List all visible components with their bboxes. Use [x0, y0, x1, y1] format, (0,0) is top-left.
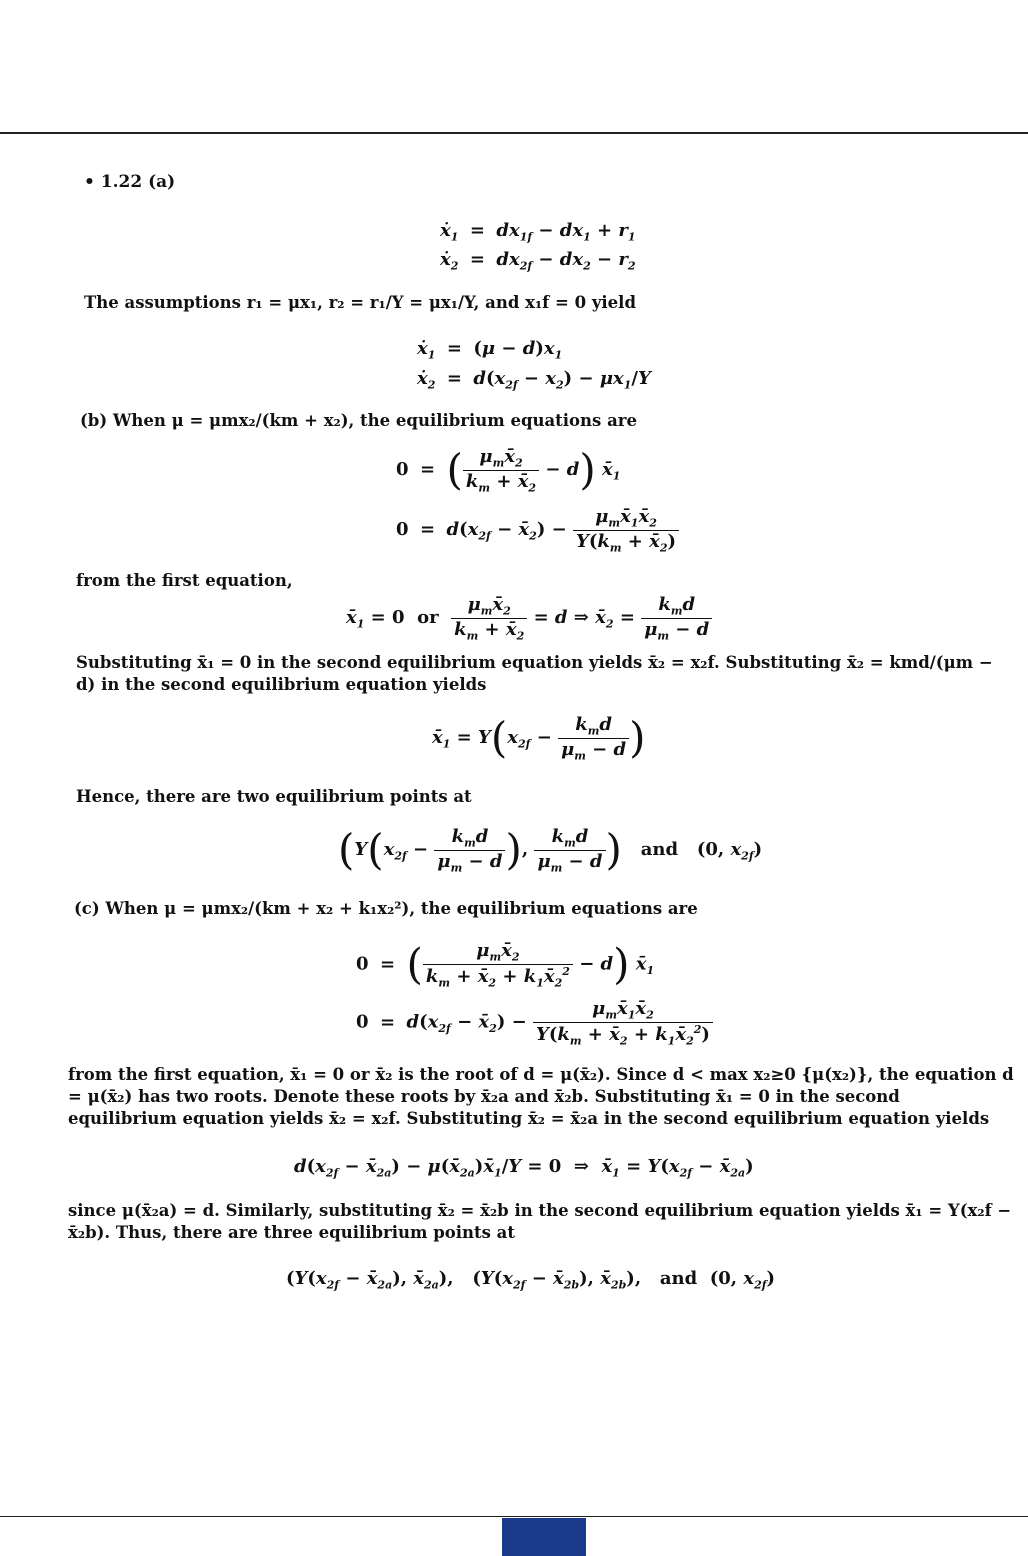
- part-b-hence: Hence, there are two equilibrium points at: [76, 787, 472, 806]
- equation-a1-line2: ẋ$_2$ = $dx_{2f} - dx_2 - r_2$: [440, 249, 636, 273]
- equation-c-eq2: $0 = d(x_{2f}$ − $x̄_2$) − $\frac{\mu_mx̄_1x̄_2}{Y(k_m + x̄_2 + k_1x̄_2^2)}$: [356, 998, 713, 1047]
- equation-b-points: ($Y(x_{2f}$ − $\frac{k_md}{\mu_m - d}$ ), $\frac{k_md}{\mu_m - d}$ ) and (0, $x_{2f}$): [338, 825, 763, 875]
- part-b-substituting: Substituting x̄₁ = 0 in the second equilibrium equation yields x̄₂ = x₂f. Substituting x̄₂ = kmd/(μm − d) in the second equilibrium equation yields: [76, 653, 993, 694]
- bottom-rule: [0, 1516, 1028, 1517]
- equation-c-eq1: 0 = ( $\frac{\mu_mx̄_2}{k_m + x̄_2 + k_1x̄_2^2}$ − d) $x̄_1$: [356, 939, 655, 990]
- equation-a2-line1: ẋ$_1$ = $(\mu - d)x_1$: [417, 338, 563, 362]
- equation-c-points: ($Y(x_{2f}$ − $x̄_{2a}$), $x̄_{2a}$), ($Y(x_{2f}$ − $x̄_{2b}$), $x̄_{2b}$), and (0, $x_{2f}$): [286, 1268, 775, 1292]
- part-c-from-first: from the first equation, x̄₁ = 0 or x̄₂ is the root of d = μ(x̄₂). Since d < max x₂≥0 {μ(x₂)}, the equation d = μ(x̄₂) has two roots. Denote these roots by x̄₂a and x̄₂b. Substituting x̄₁ = 0 in the second equilibrium equation yields x̄₂ = x₂f. Substituting x̄₂ = x̄₂a in the second equilibrium equation yields: [68, 1065, 1014, 1128]
- equation-b-eq1: 0 = ( $\frac{\mu_mx̄_2}{k_m + x̄_2}$ − d) $x̄_1$: [396, 445, 621, 495]
- part-c-since: since μ(x̄₂a) = d. Similarly, substituting x̄₂ = x̄₂b in the second equilibrium equation yields x̄₁ = Y(x₂f − x̄₂b). Thus, there are three equilibrium points at: [68, 1201, 1012, 1242]
- part-a-intro: The assumptions r₁ = μx₁, r₂ = r₁/Y = μx₁/Y, and x₁f = 0 yield: [84, 293, 636, 312]
- page-number-box: [502, 1518, 586, 1556]
- equation-c-x1: $d(x_{2f}$ − $x̄_{2a}$) − $\mu(x̄_{2a})x̄_1/Y = 0$ ⇒ $x̄_1 = Y(x_{2f}$ − $x̄_{2a}$): [294, 1156, 754, 1180]
- equation-a1-line1: ẋ$_1$ = $dx_{1f} - dx_1 + r_1$: [440, 220, 636, 244]
- and-word-b: and: [640, 839, 679, 861]
- problem-heading: • 1.22 (a): [84, 172, 176, 192]
- equation-a2-line2: ẋ$_2$ = $d(x_{2f} - x_2) - \mu x_1/Y$: [417, 368, 651, 392]
- part-c-intro: (c) When μ = μmx₂/(km + x₂ + k₁x₂²), the equilibrium equations are: [74, 899, 698, 918]
- equation-b-x1: $x̄_1 = Y(x_{2f}$ − $\frac{k_md}{\mu_m - d}$ ): [432, 713, 646, 763]
- equation-b-eq2: $0 = d(x_{2f}$ − $x̄_2$) − $\frac{\mu_mx̄_1x̄_2}{Y(k_m + x̄_2)}$: [396, 506, 679, 554]
- equation-b-roots: $x̄_1 = 0$ or $\frac{\mu_mx̄_2}{k_m + x̄_2}$ = d ⇒ $x̄_2$ = $\frac{k_md}{\mu_m - d}$: [346, 594, 712, 642]
- part-b-intro: (b) When μ = μmx₂/(km + x₂), the equilibrium equations are: [80, 411, 637, 430]
- part-b-from-first: from the first equation,: [76, 571, 293, 590]
- and-word-c: and: [659, 1268, 698, 1289]
- top-rule: [0, 132, 1028, 134]
